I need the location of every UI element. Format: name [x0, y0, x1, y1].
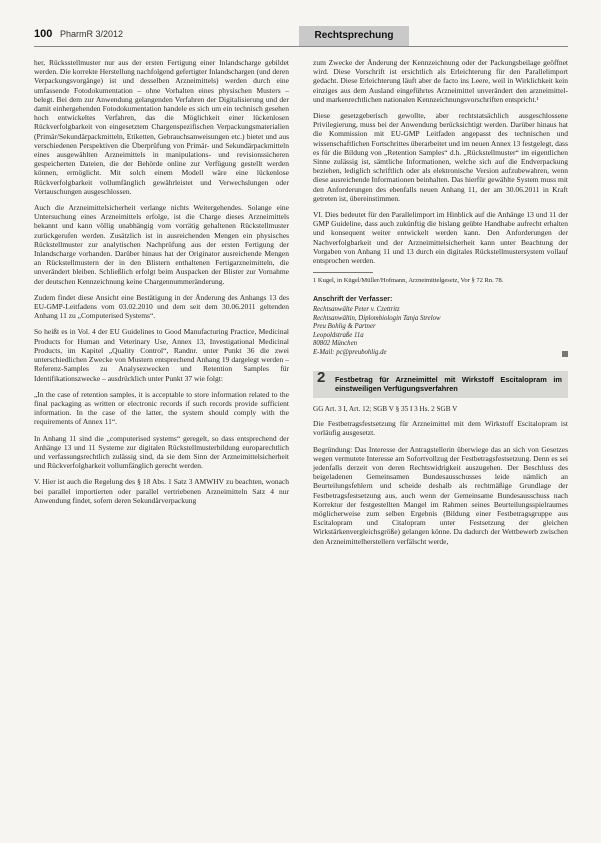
paragraph: her, Rücksstellmuster nur aus der ersten Fertigung einer Inlandscharge gebildet werden. Die korrekte Herstellung nachfolgend gefertigter Inlandschargen (und deren Verpackungsvorgänge) ist und desselben Arzneimittels) werden durch eine umfassende Fotodokumentation – ohne Vorhalten eines physischen Musters – belegt. Bei dem zur Anwendung gelangenden Verfahren der Digitalisierung und der damit einhergehenden Fotodokumentation handele es sich um ein technisch gesehen hoch entwickeltes Verfahren, das die Möglichkeit einer lückenlosen Rückverfolgbarkeit von eingesetztem Chargenspezifischen Verpackungsmaterialien (Primär/Sekundärpackmitteln, Etiketten, Gebrauchsanweisungen etc.) bietet und aus verschiedenen Perspektiven die Überprüfung von Primär- und Sekundärpackmitteln eines ausgewählten Arzneimittels in manipulations- und revisionssicheren gespeicherten Dateien, die der Behörde online zur Verfügung gestellt werden können, ermöglicht. Mit solch einem Modell wäre eine lückenlose Rückverfolgbarkeit vollumfänglich gewährleistet und Verwechslungen oder Vertauschungen ausgeschlossen.	[34, 58, 289, 196]
author-line: Leopoldstraße 11a	[313, 331, 364, 339]
case-references: GG Art. 3 I, Art. 12; SGB V § 35 I 3 Hs. 2 SGB V	[313, 404, 458, 413]
paragraph: So heißt es in Vol. 4 der EU Guidelines to Good Manufacturing Practice, Medicinal Products for Human and Veterinary Use, Annex 13, Investigational Medicinal Products, im Kapitel „Quality Control“, Randnr. unter Punkt 36 die zwei unterschiedlichen Zwecke von Mustern entsprechend Anhang 19 dargelegt werden – Referenz-Samples zu Analysezwecken und Retention Samples für Identifikationszwecke – ausdrücklich unter Punkt 37 wie folgt:	[34, 327, 289, 383]
paragraph: Zudem findet diese Ansicht eine Bestätigung in der Änderung des Anhangs 13 des EU-GMP-Leitfadens vom 03.02.2010 und dem seit dem 30.06.2011 geltenden Anhang 11 zu „Computerised Systems“.	[34, 292, 289, 321]
paragraph: zum Zwecke der Änderung der Kennzeichnung oder der Packungsbeilage geöffnet wird. Diese Vorschrift ist ersichtlich als Erleichterung für den Parallelimport gedacht. Diese Erleichterung läuft aber de facto ins Leere, weil in Wirklichkeit kein einziges aus dem Ausland eingeführtes Arzneimittel unverändert den arzneimittel- und markenrechtlichen nationalen Kennzeichnungsvorschriften entspricht.¹	[313, 58, 568, 104]
paragraph: V. Hier ist auch die Regelung des § 18 Abs. 1 Satz 3 AMWHV zu beachten, wonach bei parallel importierten oder parallel vertriebenen Arzneimitteln Satz 4 nur Anwendung findet, sofern deren Sekundärverpackung	[34, 477, 289, 505]
journal-citation: PharmR 3/2012	[60, 29, 124, 39]
header-rule	[34, 46, 568, 47]
author-email: E-Mail: pc@preubohlig.de	[313, 348, 387, 356]
case-title: Festbetrag für Arzneimittel mit Wirkstoff Escitalopram im einstweiligen Verfügungsverfahren	[335, 374, 562, 393]
quote-paragraph: „In the case of retention samples, it is acceptable to store information related to the final packaging as written or electronic records if such records provide sufficient information. In the case of the latter, the system should comply with the requirements of Annex 11“.	[34, 389, 289, 427]
case-heading-box	[313, 368, 568, 398]
footnote: 1 Kugel, in Kügel/Müller/Hofmann, Arzneimittelgesetz, Vor § 72 Rn. 78.	[313, 277, 504, 285]
author-line: 80802 München	[313, 340, 357, 348]
case-headnote: Die Festbetragsfestsetzung für Arzneimittel mit dem Wirkstoff Escitalopram ist vorläufig ausgesetzt.	[313, 419, 568, 438]
page-header	[34, 26, 568, 48]
case-number: 2	[317, 368, 326, 386]
paragraph: Auch die Arzneimittelsicherheit verlange nichts Weitergehendes. Solange eine Untersuchung eines Arzneimittels erfolge, ist die Charge dieses Arzneimittels bekannt und kann völlig unabhängig vom vorrätig gehaltenen Rückstellmuster zurückgerufen werden. Zusätzlich ist in ausreichenden Mengen ein physisches Rückstellmuster zur analytischen Nachprüfung aus der ersten Fertigung der Inlandscharge vorhanden. Darüber hinaus hat der Originator ausreichende Mengen an Rückstellmustern der in den Blistern enthaltenen Fertigarzneimitteln, die unverändert bleiben. Schließlich erfolgt beim Auspacken der Blister zur Vornahme der deutschen Kennzeichnung keine Chargennummeränderung.	[34, 203, 289, 286]
footnote-rule	[313, 272, 373, 273]
left-column	[34, 58, 289, 512]
author-line: Preu Bohlig & Partner	[313, 323, 376, 331]
case-reasons: Begründung: Das Interesse der Antragstellerin überwiege das an sich von Gesetzes wegen vermutete Interesse am Sofortvollzug der Festbetragsfestsetzung. Denn es sei jedenfalls derzeit von deren Rechtswidrigkeit auszugehen. Der Beschluss des beigeladenen Gemeinsamen Bundesausschusses leide nämlich an Beurteilungsfehlern und scheide deshalb als rechtmäßige Grundlage der Festbetragsfestsetzung aus, auch wenn der Gemeinsame Bundesausschuss nach Korrektur der festgestellten Mangel im Rahmen seines Beurteilungsspielraumes möglicherweise zum selben Ergebnis (Bildung einer Festbetragsgruppe aus Escitalopram und Citalopram unter Festsetzung der gleichen Wirkstärkenvergleichsgröße) gelangen könne. Da dadurch der Wettbewerb zwischen den Arzneimittelherstellern verfälscht werde,	[313, 444, 568, 546]
author-line: Rechtsanwälte Peter v. Czettritz	[313, 306, 400, 314]
section-tab: Rechtsprechung	[299, 26, 409, 46]
authors-heading: Anschrift der Verfasser:	[313, 296, 393, 304]
author-line: Rechtsanwältin, Diplombiologin Tanja Strelow	[313, 314, 441, 322]
page-number: 100	[34, 28, 53, 40]
right-column	[313, 58, 568, 553]
paragraph: VI. Dies bedeutet für den Parallelimport im Hinblick auf die Anhänge 13 und 11 der GMP Guideline, dass auch zukünftig die bislang geübte Handhabe aufrecht erhalten und konsequent weiter entwickelt werden kann. Den Anforderungen der Nachverfolgbarkeit und der Arzneimittelsicherheit kann unter Beachtung der Vorgaben von Anhang 11 und 13 durch ein digitales Rückstellmustersystem vollauf entsprochen werden.	[313, 210, 568, 266]
paragraph: Diese gesetzgeberisch gewollte, aber rechtstatsächlich ausgeschlossene Privilegierung, muss bei der Anwendung berücksichtigt werden. Darüber hinaus hat die Kommission mit EU-GMP Leitfaden angepasst des technischen und wissenschaftlichen Fortschrittes überarbeitet und im neuen Annex 13 festgelegt, dass es für die Bildung von „Retention Samples“ d.h. „Rückstellmuster“ im eigentlichen Sinne zulässig ist, sämtliche Informationen, welche sich auf die Endverpackung beziehen, lediglich schriftlich oder als elektronische Version aufzubewahren, wenn diese ausreichende Informationen beinhalten. Das hierfür gewählte System muss mit den Anforderungen des ebenfalls neuen Anhang 11, der am 30.06.2011 in Kraft getreten ist, übereinstimmen.	[313, 111, 568, 203]
end-of-article-marker	[562, 351, 568, 357]
paragraph: In Anhang 11 sind die „computerised systems“ geregelt, so dass entsprechend der Anhänge 13 und 11 Systeme zur digitalen Rückstellmusterbildung europarechtlich und verfassungsrechtlich zulässig sind, da sie dem Sinn der Arzneimittelsicherheit und Rückverfolgbarkeit vollumfänglich gerecht werden.	[34, 433, 289, 471]
